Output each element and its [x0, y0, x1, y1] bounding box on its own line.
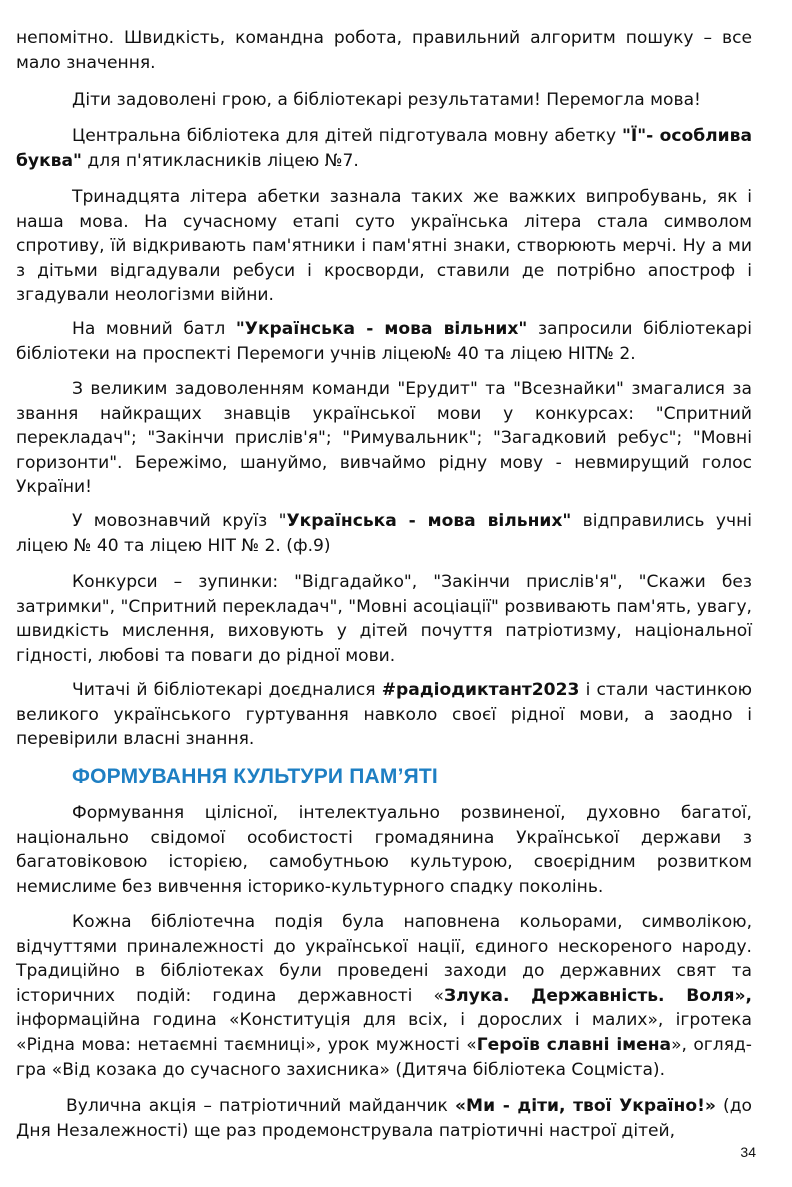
bold-text: Злука. Державність. Воля», — [444, 985, 752, 1006]
paragraph: непомітно. Швидкість, командна робота, правильний алгоритм пошуку – все мало значення. — [16, 28, 752, 73]
paragraph: Тринадцята літера абетки зазнала таких же важких випробувань, як і наша мова. На сучасному етапі суто українська літера стала символом спротиву, їй відкривають пам'ятники і пам'ятні знаки, створюють мерчі. Ну а ми з дітьми відгадували ребуси і кросворди, ставили де потрібно апостроф і згадували неологізми війни. — [16, 187, 752, 306]
paragraph: Конкурси – зупинки: "Відгадайко", "Закінчи прислів'я", "Скажи без затримки", "Спритний перекладач", "Мовні асоціації" розвивають пам'ять, увагу, швидкість мислення, виховують у дітей почуття патріотизму, національної гідності, любові та поваги до рідної мови. — [16, 572, 752, 666]
bold-text: Героїв славні імена — [476, 1034, 672, 1055]
paragraph: Читачі й бібліотекарі доєдналися #радіодиктант2023 і стали частинкою великого українського гуртування навколо своєї рідної мови, а заодно і перевірили власні знання. — [16, 680, 752, 750]
bold-text: «Ми - діти, твої Україно!» — [455, 1096, 716, 1116]
page-number: 34 — [740, 1144, 756, 1160]
paragraph: Вулична акція – патріотичний майданчик «Ми - діти, твої Україно!» (до Дня Незалежності) ще раз продемонструвала патріотичні настрої дітей, — [16, 1096, 752, 1141]
bold-text: "Українська - мова вільних" — [235, 319, 528, 339]
paragraph: У мовознавчий круїз "Українська - мова вільних" відправились учні ліцею № 40 та ліцею НІТ № 2. (ф.9) — [16, 511, 752, 556]
bold-text: Українська - мова вільних" — [286, 511, 572, 531]
paragraph: Центральна бібліотека для дітей підготувала мовну абетку "Ї"- особлива буква" для п'ятикласників ліцею №7. — [16, 126, 753, 171]
section-heading: ФОРМУВАННЯ КУЛЬТУРИ ПАМ’ЯТІ — [72, 765, 438, 788]
paragraph: Формування цілісної, інтелектуально розвиненої, духовно багатої, національно свідомої особистості громадянина Української держави з багатовіковою історією, самобутньою культурою, своєрідним розвитком немислиме без вивчення історико-культурного спадку поколінь. — [16, 803, 752, 897]
bold-text: #радіодиктант2023 — [381, 680, 580, 700]
paragraph: З великим задоволенням команди "Ерудит" та "Всезнайки" змагалися за звання найкращих знавців української мови у конкурсах: "Спритний перекладач"; "Закінчи прислів'я"; "Римувальник"; "Загадковий ребус"; "Мовні горизонти". Бережімо, шануймо, вивчаймо рідну мову - невмирущий голос України! — [16, 379, 752, 498]
paragraph: На мовний батл "Українська - мова вільних" запросили бібліотекарі бібліотеки на проспекті Перемоги учнів ліцею№ 40 та ліцею НІТ№ 2. — [16, 319, 752, 364]
paragraph: Кожна бібліотечна подія була наповнена кольорами, символікою, відчуттями приналежності до української нації, єдиного нескореного народу. Традиційно в бібліотеках були проведені заходи до державних свят та історичних подій: година державності «Злука. Державність. Воля», інформаційна година «Конституція для всіх, і дорослих і малих», ігротека «Рідна мова: нетаємні таємниці», урок мужності «Героїв славні імена», огляд-гра «Від козака до сучасного захисника» (Дитяча бібліотека Соцміста). — [16, 912, 752, 1080]
paragraph: Діти задоволені грою, а бібліотекарі результатами! Перемогла мова! — [72, 90, 701, 110]
bold-text: "Ї"- особлива буква" — [16, 126, 753, 171]
